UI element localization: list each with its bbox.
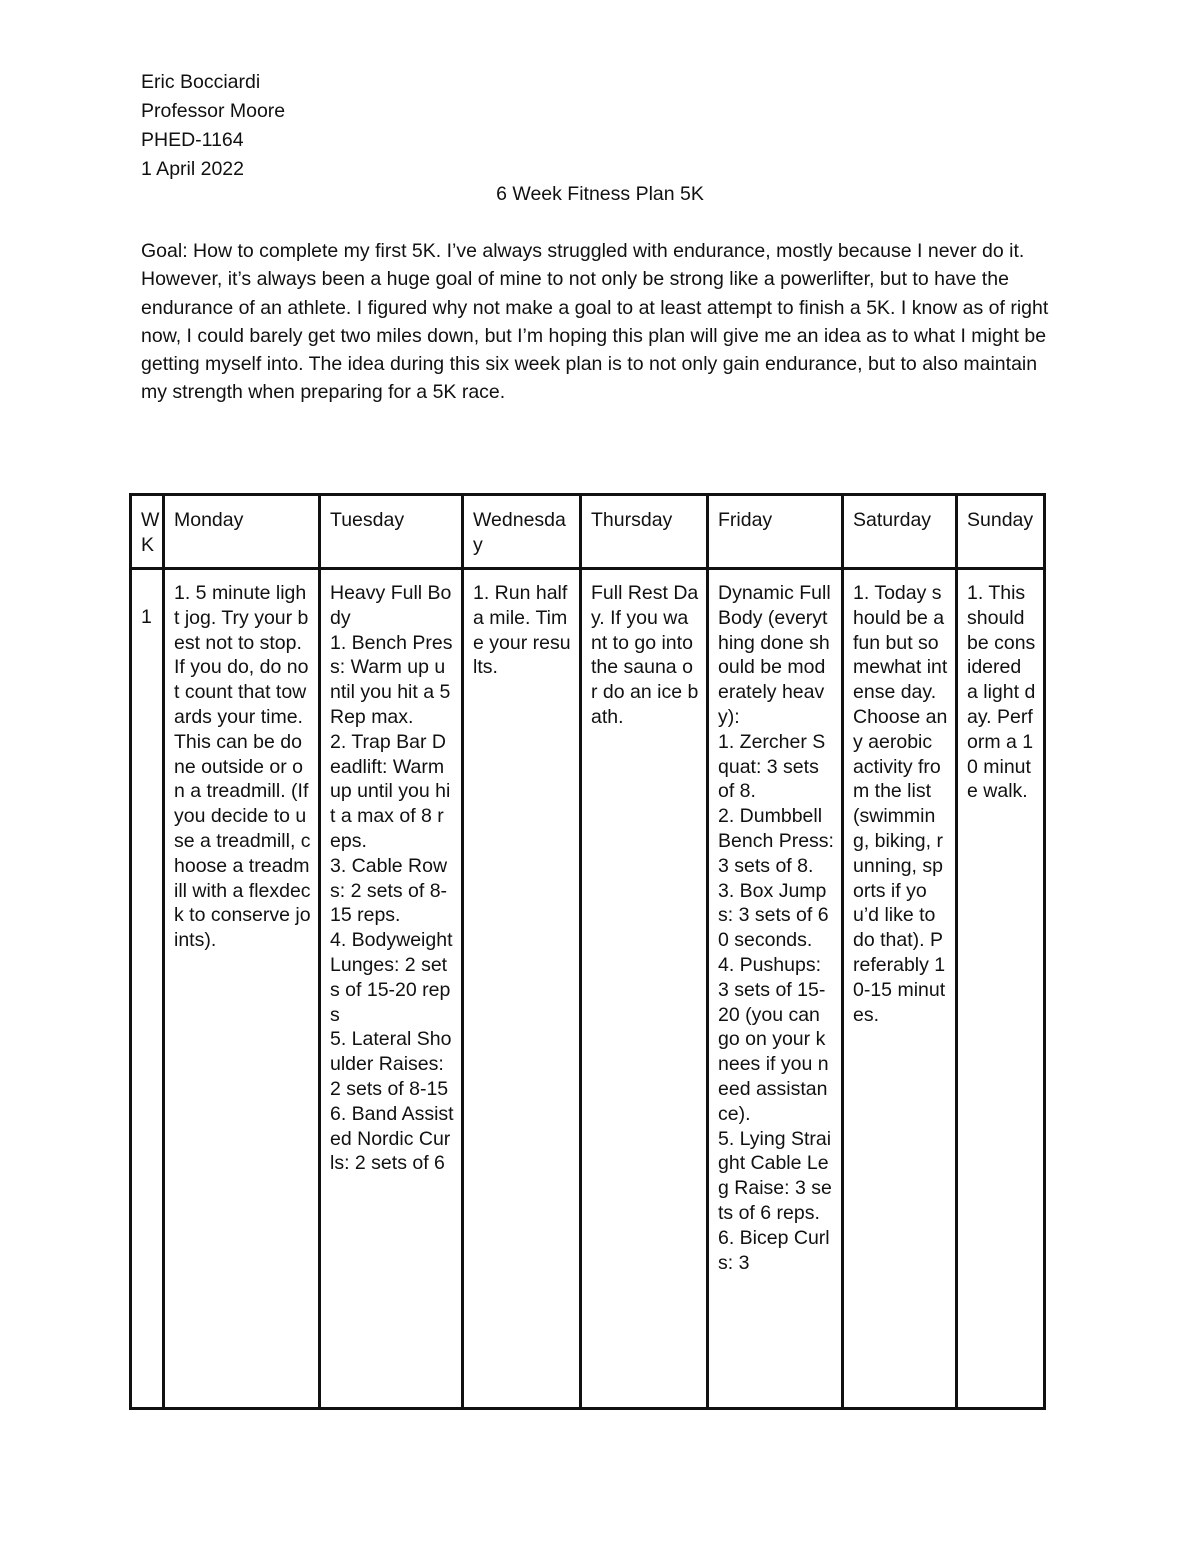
saturday-plan: 1. Today should be a fun but somewhat intense day. Choose any aerobic activity from the list (swimming, biking, running, sports if you’d like to do that). Preferably 10-15 minutes. [853, 582, 948, 1026]
professor-name: Professor Moore [141, 100, 286, 122]
header-thursday: Thursday [581, 495, 708, 569]
header-wednesday: Wednesday [463, 495, 581, 569]
cell-sunday [957, 569, 1045, 1409]
document-date: 1 April 2022 [141, 158, 244, 180]
course-code: PHED-1164 [141, 129, 244, 151]
table-row [131, 569, 1045, 1409]
friday-plan: Dynamic Full Body (everything done should be moderately heavy): 1. Zercher Squat: 3 sets of 8. 2. Dumbbell Bench Press: 3 sets of 8. 3. Box Jumps: 3 sets of 60 seconds. 4. Pushups: 3 sets of 15-20 (you can go on your knees if you need assistance). 5. Lying Straight Cable Leg Raise: 3 sets of 6 reps. 6. Bicep Curls: 3 [718, 582, 834, 1274]
header-saturday: Saturday [843, 495, 957, 569]
table-header-row [131, 495, 1045, 569]
header-friday: Friday [708, 495, 843, 569]
week-number: 1 [141, 606, 152, 628]
cell-week-number [131, 569, 164, 1409]
goal-paragraph: Goal: How to complete my first 5K. I’ve always struggled with endurance, mostly because I never do it. However, it’s always been a huge goal of mine to not only be strong like a powerlifter, but to have the endurance of an athlete. I figured why not make a goal to at least attempt to finish a 5K. I know as of right now, I could barely get two miles down, but I’m hoping this plan will give me an idea as to what I might be getting myself into. The idea during this six week plan is to not only gain endurance, but to also maintain my strength when preparing for a 5K race. [141, 240, 1049, 404]
header-sunday: Sunday [957, 495, 1045, 569]
cell-thursday [581, 569, 708, 1409]
cell-saturday [843, 569, 957, 1409]
cell-monday [164, 569, 320, 1409]
cell-friday [708, 569, 843, 1409]
monday-plan: 1. 5 minute light jog. Try your best not to stop. If you do, do not count that towards your time. This can be done outside or on a treadmill. (If you decide to use a treadmill, choose a treadmill with a flexdeck to conserve joints). [174, 582, 311, 952]
thursday-plan: Full Rest Day. If you want to go into the sauna or do an ice bath. [591, 582, 699, 728]
document-header [141, 68, 285, 184]
header-monday: Monday [164, 495, 320, 569]
cell-wednesday [463, 569, 581, 1409]
wednesday-plan: 1. Run half a mile. Time your results. [473, 582, 571, 679]
header-tuesday: Tuesday [320, 495, 463, 569]
header-wk: WK [131, 495, 164, 569]
cell-tuesday [320, 569, 463, 1409]
tuesday-plan: Heavy Full Body 1. Bench Press: Warm up until you hit a 5 Rep max. 2. Trap Bar Deadlift: Warm up until you hit a max of 8 reps. 3. Cable Rows: 2 sets of 8-15 reps. 4. Bodyweight Lunges: 2 sets of 15-20 reps 5. Lateral Shoulder Raises: 2 sets of 8-15 6. Band Assisted Nordic Curls: 2 sets of 6 [330, 582, 454, 1175]
document-title: 6 Week Fitness Plan 5K [496, 183, 704, 205]
sunday-plan: 1. This should be considered a light day. Perform a 10 minute walk. [967, 582, 1036, 803]
author-name: Eric Bocciardi [141, 71, 261, 93]
fitness-plan-table [129, 493, 1046, 1410]
